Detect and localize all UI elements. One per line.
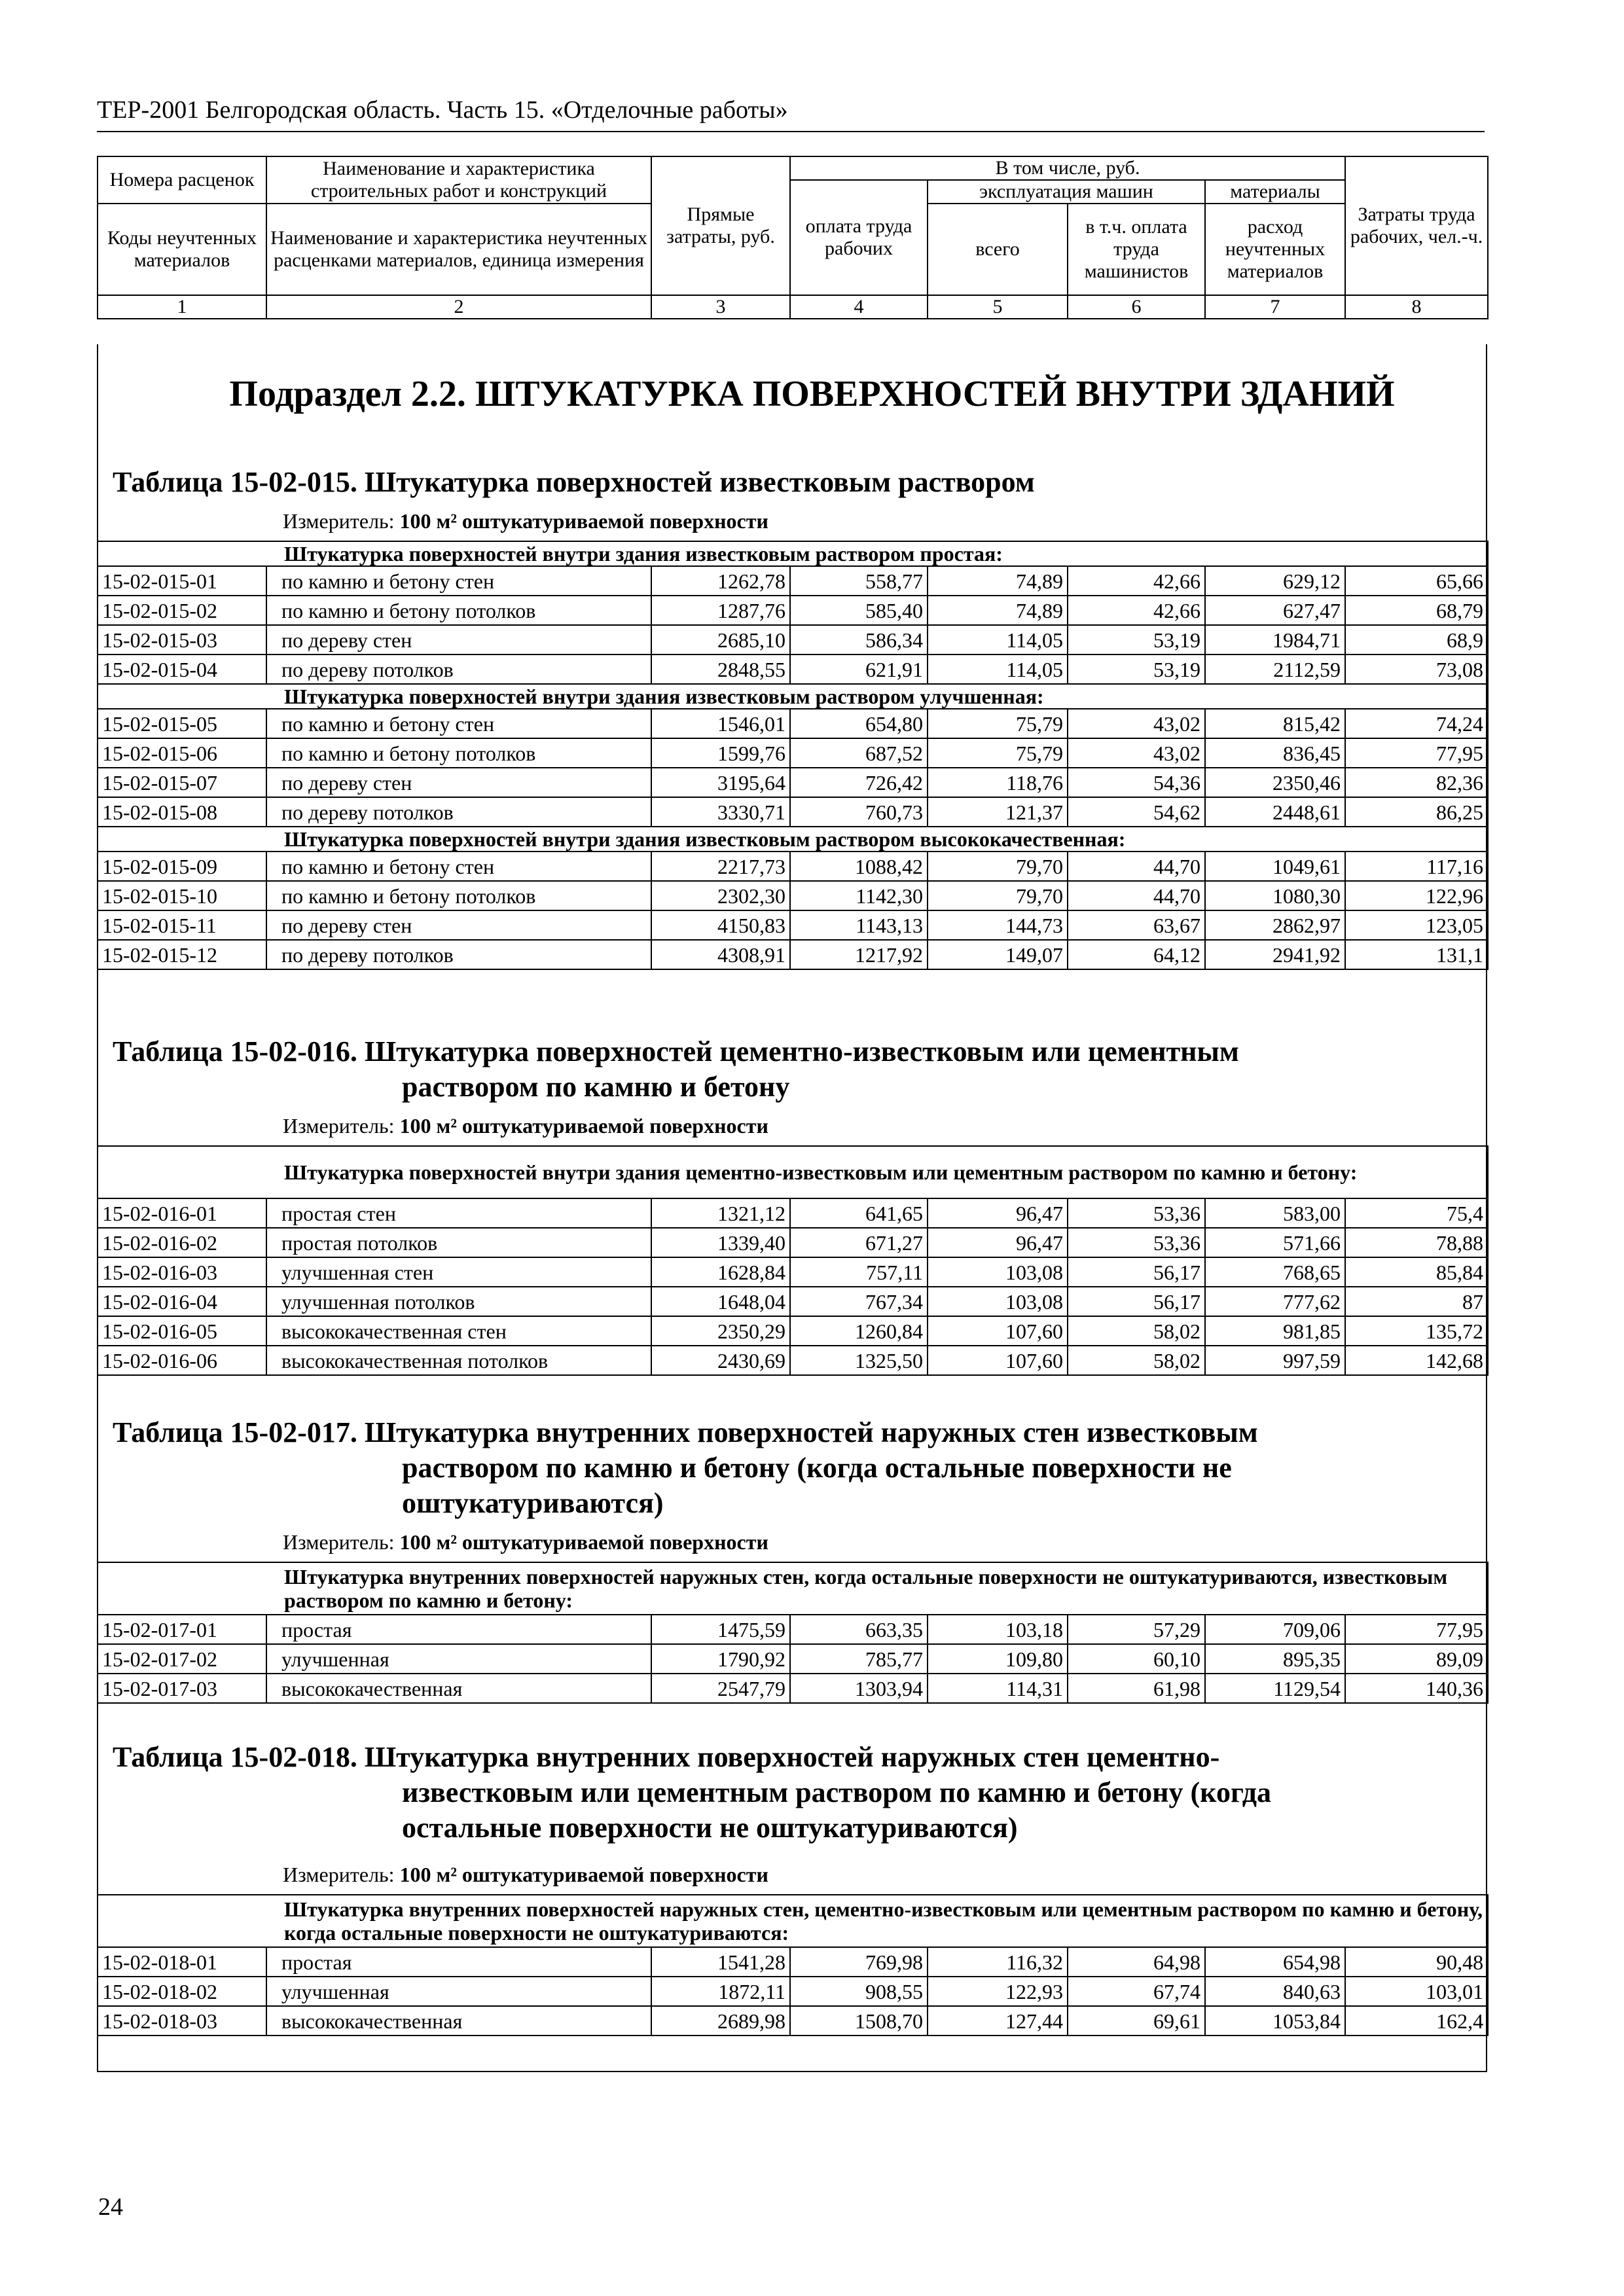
cell-machines-total: 75,79 xyxy=(928,738,1068,768)
table-row xyxy=(98,1977,1488,2006)
table-row xyxy=(98,596,1488,625)
cell-labor-costs: 77,95 xyxy=(1345,1615,1488,1644)
table-title-016: Таблица 15-02-016. Штукатурка поверхностей цементно-известковым или цементным раствором по камню и бетону xyxy=(113,1035,1239,1103)
cell-machinist-pay: 54,62 xyxy=(1068,797,1205,827)
cell-machines-total: 103,08 xyxy=(928,1257,1068,1287)
cell-materials: 768,65 xyxy=(1205,1257,1345,1287)
group-header-row xyxy=(98,1146,1488,1198)
hdr-direct-costs: Прямые затраты, руб. xyxy=(651,156,790,295)
cell-machinist-pay: 42,66 xyxy=(1068,596,1205,625)
cell-rate-code: 15-02-015-04 xyxy=(98,655,266,684)
cell-machinist-pay: 53,19 xyxy=(1068,655,1205,684)
cell-machinist-pay: 53,19 xyxy=(1068,625,1205,655)
cell-direct-costs: 1790,92 xyxy=(651,1644,790,1674)
cell-machines-total: 118,76 xyxy=(928,768,1068,797)
cell-machinist-pay: 64,98 xyxy=(1068,1947,1205,1977)
cell-machines-total: 96,47 xyxy=(928,1228,1068,1257)
cell-rate-code: 15-02-016-01 xyxy=(98,1198,266,1228)
cell-labor-costs: 90,48 xyxy=(1345,1947,1488,1977)
cell-machinist-pay: 69,61 xyxy=(1068,2006,1205,2036)
hdr-unaccounted-materials: расход неучтенных материалов xyxy=(1205,204,1345,295)
group-header-row xyxy=(98,1895,1488,1947)
cell-rate-code: 15-02-015-11 xyxy=(98,910,266,940)
cell-machines-total: 96,47 xyxy=(928,1198,1068,1228)
group-header: Штукатурка внутренних поверхностей наружных стен, когда остальные поверхности не оштукатуриваются, известковым раствором по камню и бетону: xyxy=(98,1562,1488,1615)
table-row xyxy=(98,1674,1488,1703)
cell-machines-total: 121,37 xyxy=(928,797,1068,827)
cell-rate-code: 15-02-015-10 xyxy=(98,881,266,910)
cell-rate-code: 15-02-017-02 xyxy=(98,1644,266,1674)
cell-machinist-pay: 53,36 xyxy=(1068,1228,1205,1257)
cell-direct-costs: 1287,76 xyxy=(651,596,790,625)
cell-worker-pay: 671,27 xyxy=(790,1228,928,1257)
cell-rate-code: 15-02-018-01 xyxy=(98,1947,266,1977)
cell-work-name: простая xyxy=(266,1615,651,1644)
group-header-row xyxy=(98,1562,1488,1615)
cell-machinist-pay: 57,29 xyxy=(1068,1615,1205,1644)
header-rule xyxy=(97,131,1485,132)
cell-machines-total: 107,60 xyxy=(928,1316,1068,1346)
cell-direct-costs: 1546,01 xyxy=(651,709,790,738)
cell-rate-code: 15-02-015-07 xyxy=(98,768,266,797)
cell-machines-total: 75,79 xyxy=(928,709,1068,738)
cell-machinist-pay: 43,02 xyxy=(1068,738,1205,768)
cell-materials: 1129,54 xyxy=(1205,1674,1345,1703)
cell-worker-pay: 908,55 xyxy=(790,1977,928,2006)
cell-labor-costs: 117,16 xyxy=(1345,852,1488,881)
cell-direct-costs: 4150,83 xyxy=(651,910,790,940)
group-header: Штукатурка внутренних поверхностей наружных стен, цементно-известковым или цементным раствором по камню и бетону, когда остальные поверхности не оштукатуриваются: xyxy=(98,1895,1488,1947)
cell-work-name: по дереву потолков xyxy=(266,940,651,969)
table-row xyxy=(98,910,1488,940)
cell-direct-costs: 3330,71 xyxy=(651,797,790,827)
table-row xyxy=(98,768,1488,797)
group-header: Штукатурка поверхностей внутри здания известковым раствором высококачественная: xyxy=(98,827,1488,852)
cell-direct-costs: 2217,73 xyxy=(651,852,790,881)
cell-labor-costs: 89,09 xyxy=(1345,1644,1488,1674)
measure-label: Измеритель: xyxy=(283,509,395,533)
cell-machinist-pay: 64,12 xyxy=(1068,940,1205,969)
page-number: 24 xyxy=(98,2193,123,2221)
cell-direct-costs: 1339,40 xyxy=(651,1228,790,1257)
hdr-num-3: 3 xyxy=(651,295,790,319)
cell-worker-pay: 767,34 xyxy=(790,1287,928,1316)
cell-rate-code: 15-02-015-05 xyxy=(98,709,266,738)
cell-machines-total: 79,70 xyxy=(928,852,1068,881)
cell-machinist-pay: 56,17 xyxy=(1068,1257,1205,1287)
table-row xyxy=(98,1644,1488,1674)
cell-machinist-pay: 67,74 xyxy=(1068,1977,1205,2006)
cell-direct-costs: 2302,30 xyxy=(651,881,790,910)
cell-machinist-pay: 43,02 xyxy=(1068,709,1205,738)
cell-direct-costs: 1872,11 xyxy=(651,1977,790,2006)
hdr-num-5: 5 xyxy=(928,295,1068,319)
cell-materials: 571,66 xyxy=(1205,1228,1345,1257)
cell-materials: 1049,61 xyxy=(1205,852,1345,881)
cell-worker-pay: 1325,50 xyxy=(790,1346,928,1375)
cell-worker-pay: 663,35 xyxy=(790,1615,928,1644)
cell-direct-costs: 1628,84 xyxy=(651,1257,790,1287)
cell-labor-costs: 122,96 xyxy=(1345,881,1488,910)
cell-materials: 2862,97 xyxy=(1205,910,1345,940)
cell-machines-total: 103,08 xyxy=(928,1287,1068,1316)
measure-018: Измеритель: 100 м² оштукатуриваемой поверхности xyxy=(283,1863,768,1886)
cell-direct-costs: 1599,76 xyxy=(651,738,790,768)
cell-rate-code: 15-02-016-06 xyxy=(98,1346,266,1375)
table-row xyxy=(98,738,1488,768)
hdr-material-codes: Коды неучтенных материалов xyxy=(98,204,266,295)
cell-materials: 2350,46 xyxy=(1205,768,1345,797)
hdr-machine-operation: эксплуатация машин xyxy=(928,180,1205,204)
cell-labor-costs: 140,36 xyxy=(1345,1674,1488,1703)
table-row xyxy=(98,1316,1488,1346)
cell-worker-pay: 1508,70 xyxy=(790,2006,928,2036)
cell-materials: 1984,71 xyxy=(1205,625,1345,655)
cell-work-name: улучшенная xyxy=(266,1977,651,2006)
cell-labor-costs: 73,08 xyxy=(1345,655,1488,684)
cell-work-name: простая xyxy=(266,1947,651,1977)
running-head: ТЕР-2001 Белгородская область. Часть 15. «Отделочные работы» xyxy=(97,96,788,124)
cell-materials: 981,85 xyxy=(1205,1316,1345,1346)
cell-work-name: высококачественная xyxy=(266,1674,651,1703)
cell-labor-costs: 135,72 xyxy=(1345,1316,1488,1346)
cell-direct-costs: 1648,04 xyxy=(651,1287,790,1316)
cell-worker-pay: 687,52 xyxy=(790,738,928,768)
cell-worker-pay: 1260,84 xyxy=(790,1316,928,1346)
rates-table-015 xyxy=(97,541,1489,970)
cell-direct-costs: 1475,59 xyxy=(651,1615,790,1644)
cell-machines-total: 149,07 xyxy=(928,940,1068,969)
cell-machinist-pay: 58,02 xyxy=(1068,1316,1205,1346)
cell-rate-code: 15-02-015-02 xyxy=(98,596,266,625)
table-row xyxy=(98,1198,1488,1228)
table-title-015: Таблица 15-02-015. Штукатурка поверхностей известковым раствором xyxy=(113,466,1035,498)
hdr-materials: материалы xyxy=(1205,180,1345,204)
cell-labor-costs: 68,9 xyxy=(1345,625,1488,655)
cell-materials: 836,45 xyxy=(1205,738,1345,768)
hdr-num-2: 2 xyxy=(266,295,651,319)
cell-worker-pay: 641,65 xyxy=(790,1198,928,1228)
cell-direct-costs: 4308,91 xyxy=(651,940,790,969)
hdr-labor-costs: Затраты труда рабочих, чел.-ч. xyxy=(1345,156,1488,295)
group-header-row xyxy=(98,541,1488,566)
rates-table-018 xyxy=(97,1894,1489,2036)
cell-worker-pay: 757,11 xyxy=(790,1257,928,1287)
cell-rate-code: 15-02-017-03 xyxy=(98,1674,266,1703)
cell-machines-total: 122,93 xyxy=(928,1977,1068,2006)
cell-labor-costs: 162,4 xyxy=(1345,2006,1488,2036)
table-row xyxy=(98,1287,1488,1316)
cell-work-name: простая потолков xyxy=(266,1228,651,1257)
cell-labor-costs: 65,66 xyxy=(1345,566,1488,596)
cell-labor-costs: 86,25 xyxy=(1345,797,1488,827)
cell-machinist-pay: 61,98 xyxy=(1068,1674,1205,1703)
group-header-row xyxy=(98,827,1488,852)
cell-work-name: по дереву стен xyxy=(266,768,651,797)
cell-labor-costs: 85,84 xyxy=(1345,1257,1488,1287)
cell-direct-costs: 2848,55 xyxy=(651,655,790,684)
cell-direct-costs: 1541,28 xyxy=(651,1947,790,1977)
table-row xyxy=(98,797,1488,827)
cell-worker-pay: 654,80 xyxy=(790,709,928,738)
table-row xyxy=(98,1257,1488,1287)
cell-rate-code: 15-02-015-06 xyxy=(98,738,266,768)
cell-materials: 627,47 xyxy=(1205,596,1345,625)
cell-direct-costs: 2350,29 xyxy=(651,1316,790,1346)
cell-materials: 997,59 xyxy=(1205,1346,1345,1375)
cell-work-name: по дереву потолков xyxy=(266,655,651,684)
cell-worker-pay: 726,42 xyxy=(790,768,928,797)
hdr-num-6: 6 xyxy=(1068,295,1205,319)
cell-machinist-pay: 63,67 xyxy=(1068,910,1205,940)
table-row xyxy=(98,709,1488,738)
cell-machinist-pay: 58,02 xyxy=(1068,1346,1205,1375)
cell-materials: 709,06 xyxy=(1205,1615,1345,1644)
cell-direct-costs: 3195,64 xyxy=(651,768,790,797)
cell-materials: 815,42 xyxy=(1205,709,1345,738)
cell-work-name: улучшенная потолков xyxy=(266,1287,651,1316)
cell-machinist-pay: 44,70 xyxy=(1068,852,1205,881)
table-row xyxy=(98,1228,1488,1257)
cell-rate-code: 15-02-016-03 xyxy=(98,1257,266,1287)
hdr-num-8: 8 xyxy=(1345,295,1488,319)
cell-worker-pay: 1217,92 xyxy=(790,940,928,969)
measure-017: Измеритель: 100 м² оштукатуриваемой поверхности xyxy=(283,1530,768,1554)
cell-rate-code: 15-02-018-02 xyxy=(98,1977,266,2006)
cell-materials: 840,63 xyxy=(1205,1977,1345,2006)
cell-machines-total: 79,70 xyxy=(928,881,1068,910)
cell-direct-costs: 1262,78 xyxy=(651,566,790,596)
cell-labor-costs: 103,01 xyxy=(1345,1977,1488,2006)
cell-machines-total: 116,32 xyxy=(928,1947,1068,1977)
cell-machinist-pay: 60,10 xyxy=(1068,1644,1205,1674)
cell-direct-costs: 1321,12 xyxy=(651,1198,790,1228)
cell-direct-costs: 2547,79 xyxy=(651,1674,790,1703)
cell-machines-total: 114,31 xyxy=(928,1674,1068,1703)
cell-machinist-pay: 42,66 xyxy=(1068,566,1205,596)
hdr-num-1: 1 xyxy=(98,295,266,319)
cell-work-name: улучшенная стен xyxy=(266,1257,651,1287)
cell-machines-total: 127,44 xyxy=(928,2006,1068,2036)
cell-worker-pay: 586,34 xyxy=(790,625,928,655)
cell-rate-code: 15-02-015-03 xyxy=(98,625,266,655)
cell-labor-costs: 74,24 xyxy=(1345,709,1488,738)
cell-labor-costs: 87 xyxy=(1345,1287,1488,1316)
cell-worker-pay: 558,77 xyxy=(790,566,928,596)
cell-labor-costs: 77,95 xyxy=(1345,738,1488,768)
cell-rate-code: 15-02-015-09 xyxy=(98,852,266,881)
cell-work-name: по дереву стен xyxy=(266,625,651,655)
cell-direct-costs: 2430,69 xyxy=(651,1346,790,1375)
group-header: Штукатурка поверхностей внутри здания известковым раствором простая: xyxy=(98,541,1488,566)
table-row xyxy=(98,566,1488,596)
cell-machines-total: 74,89 xyxy=(928,596,1068,625)
cell-machines-total: 107,60 xyxy=(928,1346,1068,1375)
cell-rate-code: 15-02-017-01 xyxy=(98,1615,266,1644)
cell-materials: 895,35 xyxy=(1205,1644,1345,1674)
table-row xyxy=(98,881,1488,910)
cell-work-name: улучшенная xyxy=(266,1644,651,1674)
hdr-including: В том числе, руб. xyxy=(790,156,1345,180)
cell-labor-costs: 68,79 xyxy=(1345,596,1488,625)
cell-materials: 629,12 xyxy=(1205,566,1345,596)
cell-materials: 583,00 xyxy=(1205,1198,1345,1228)
cell-rate-code: 15-02-018-03 xyxy=(98,2006,266,2036)
cell-worker-pay: 785,77 xyxy=(790,1644,928,1674)
cell-machinist-pay: 54,36 xyxy=(1068,768,1205,797)
cell-work-name: по камню и бетону потолков xyxy=(266,881,651,910)
cell-work-name: по дереву потолков xyxy=(266,797,651,827)
table-row xyxy=(98,625,1488,655)
cell-worker-pay: 1303,94 xyxy=(790,1674,928,1703)
cell-machines-total: 114,05 xyxy=(928,625,1068,655)
hdr-machinist-pay: в т.ч. оплата труда машинистов xyxy=(1068,204,1205,295)
table-title-018: Таблица 15-02-018. Штукатурка внутренних поверхностей наружных стен цементно- известковым или цементным раствором по камню и бетону (когда остальные поверхности не оштукатуриваются) xyxy=(113,1741,1271,1844)
cell-machines-total: 103,18 xyxy=(928,1615,1068,1644)
cell-worker-pay: 621,91 xyxy=(790,655,928,684)
cell-labor-costs: 82,36 xyxy=(1345,768,1488,797)
cell-machinist-pay: 56,17 xyxy=(1068,1287,1205,1316)
cell-labor-costs: 123,05 xyxy=(1345,910,1488,940)
rates-table-016 xyxy=(97,1145,1489,1376)
cell-direct-costs: 2685,10 xyxy=(651,625,790,655)
cell-materials: 654,98 xyxy=(1205,1947,1345,1977)
cell-labor-costs: 131,1 xyxy=(1345,940,1488,969)
cell-worker-pay: 1088,42 xyxy=(790,852,928,881)
table-row xyxy=(98,1947,1488,1977)
cell-rate-code: 15-02-016-04 xyxy=(98,1287,266,1316)
cell-work-name: высококачественная xyxy=(266,2006,651,2036)
hdr-num-4: 4 xyxy=(790,295,928,319)
cell-work-name: простая стен xyxy=(266,1198,651,1228)
cell-machines-total: 114,05 xyxy=(928,655,1068,684)
cell-work-name: по камню и бетону стен xyxy=(266,566,651,596)
hdr-num-7: 7 xyxy=(1205,295,1345,319)
cell-materials: 2941,92 xyxy=(1205,940,1345,969)
cell-rate-code: 15-02-016-05 xyxy=(98,1316,266,1346)
cell-work-name: по дереву стен xyxy=(266,910,651,940)
table-row xyxy=(98,1346,1488,1375)
cell-machines-total: 109,80 xyxy=(928,1644,1068,1674)
table-row xyxy=(98,655,1488,684)
column-header-table xyxy=(97,156,1489,319)
table-row xyxy=(98,1615,1488,1644)
group-header: Штукатурка поверхностей внутри здания известковым раствором улучшенная: xyxy=(98,684,1488,709)
cell-worker-pay: 1143,13 xyxy=(790,910,928,940)
cell-worker-pay: 769,98 xyxy=(790,1947,928,1977)
cell-direct-costs: 2689,98 xyxy=(651,2006,790,2036)
cell-work-name: по камню и бетону стен xyxy=(266,852,651,881)
hdr-work-name: Наименование и характеристика строительных работ и конструкций xyxy=(266,156,651,204)
cell-machinist-pay: 53,36 xyxy=(1068,1198,1205,1228)
group-header-row xyxy=(98,684,1488,709)
cell-worker-pay: 1142,30 xyxy=(790,881,928,910)
measure-015 xyxy=(283,509,768,533)
cell-work-name: по камню и бетону потолков xyxy=(266,596,651,625)
group-header: Штукатурка поверхностей внутри здания цементно-известковым или цементным раствором по камню и бетону: xyxy=(98,1146,1488,1198)
cell-rate-code: 15-02-015-01 xyxy=(98,566,266,596)
cell-materials: 1053,84 xyxy=(1205,2006,1345,2036)
measure-value: 100 м² оштукатуриваемой поверхности xyxy=(399,509,768,533)
cell-machines-total: 74,89 xyxy=(928,566,1068,596)
cell-machines-total: 144,73 xyxy=(928,910,1068,940)
cell-worker-pay: 585,40 xyxy=(790,596,928,625)
cell-work-name: по камню и бетону потолков xyxy=(266,738,651,768)
cell-worker-pay: 760,73 xyxy=(790,797,928,827)
cell-work-name: высококачественная потолков xyxy=(266,1346,651,1375)
measure-016: Измеритель: 100 м² оштукатуриваемой поверхности xyxy=(283,1114,768,1138)
cell-work-name: по камню и бетону стен xyxy=(266,709,651,738)
cell-materials: 777,62 xyxy=(1205,1287,1345,1316)
cell-labor-costs: 75,4 xyxy=(1345,1198,1488,1228)
table-row xyxy=(98,940,1488,969)
hdr-rate-number: Номера расценок xyxy=(98,156,266,204)
cell-rate-code: 15-02-015-08 xyxy=(98,797,266,827)
cell-labor-costs: 78,88 xyxy=(1345,1228,1488,1257)
cell-rate-code: 15-02-016-02 xyxy=(98,1228,266,1257)
cell-materials: 2112,59 xyxy=(1205,655,1345,684)
cell-materials: 2448,61 xyxy=(1205,797,1345,827)
rates-table-017 xyxy=(97,1562,1489,1704)
cell-work-name: высококачественная стен xyxy=(266,1316,651,1346)
cell-machinist-pay: 44,70 xyxy=(1068,881,1205,910)
hdr-machines-total: всего xyxy=(928,204,1068,295)
table-row xyxy=(98,2006,1488,2036)
subsection-title: Подраздел 2.2. ШТУКАТУРКА ПОВЕРХНОСТЕЙ ВНУТРИ ЗДАНИЙ xyxy=(229,374,1395,414)
cell-materials: 1080,30 xyxy=(1205,881,1345,910)
cell-labor-costs: 142,68 xyxy=(1345,1346,1488,1375)
hdr-material-names: Наименование и характеристика неучтенных расценками материалов, единица измерения xyxy=(266,204,651,295)
cell-rate-code: 15-02-015-12 xyxy=(98,940,266,969)
table-title-017: Таблица 15-02-017. Штукатурка внутренних поверхностей наружных стен известковым раствором по камню и бетону (когда остальные поверхности не оштукатуриваются) xyxy=(113,1416,1258,1519)
table-row xyxy=(98,852,1488,881)
hdr-worker-pay: оплата труда рабочих xyxy=(790,180,928,295)
